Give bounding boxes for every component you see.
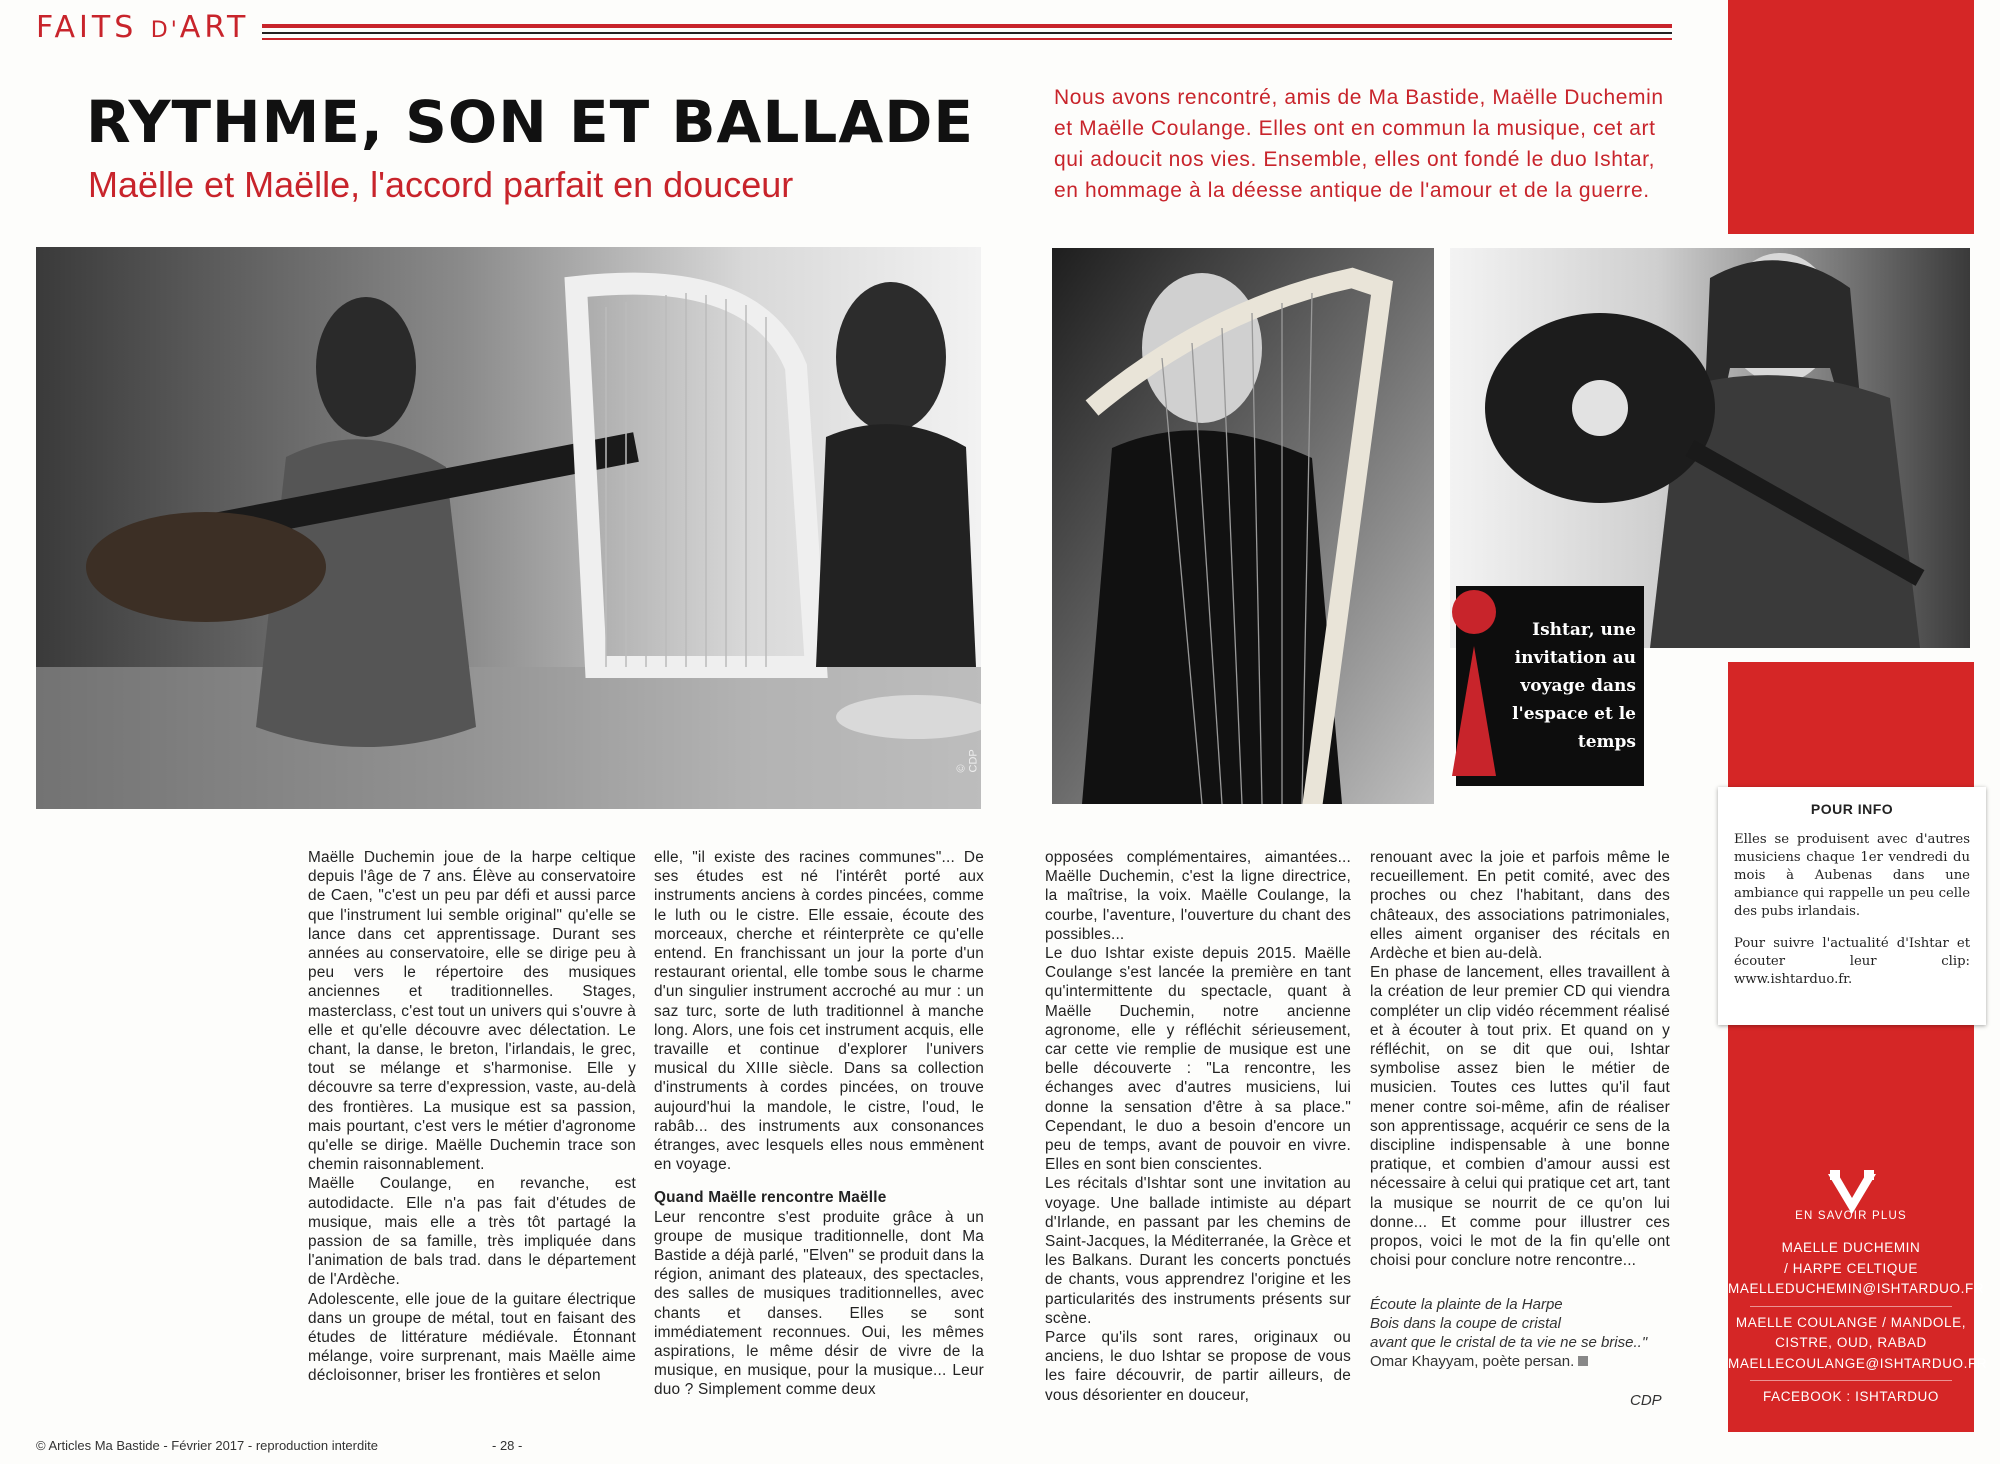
callout-box — [1456, 586, 1644, 786]
paragraph: opposées complémentaires, aimantées... Maëlle Duchemin, c'est la ligne directrice, la maîtrise, la voix. Maëlle Coulange, la courbe, l'aventure, l'ouverture du chant des possibles... — [1045, 849, 1351, 943]
divider — [1750, 1380, 1952, 1381]
section-rubric — [36, 10, 249, 45]
callout-text: Ishtar, une invitation au voyage dans l'espace et le temps — [1512, 620, 1636, 752]
paragraph: renouant avec la joie et parfois même le recueillement. En petit comité, avec des proches ou chez l'habitant, dans des châteaux, des associations patrimoniales, elles aiment organiser des récitals en Ardèche et bien au-delà. — [1370, 849, 1670, 963]
quote-author-text: Omar Khayyam, poète persan. — [1370, 1353, 1575, 1370]
article-column-3 — [1045, 848, 1351, 1405]
photo-harpist — [1052, 248, 1434, 804]
info-icon — [1446, 586, 1502, 786]
quote-line: avant que le cristal de ta vie ne se brise.." — [1370, 1334, 1648, 1351]
footer-copyright: © Articles Ma Bastide - Février 2017 - reproduction interdite — [36, 1438, 378, 1453]
contact-email-link[interactable]: MAELLEDUCHEMIN@ISHTARDUO.FR — [1728, 1281, 1985, 1296]
end-mark-icon — [1578, 1356, 1588, 1366]
article-title: RYTHME, SON ET BALLADE — [86, 88, 975, 156]
pour-info-text: Elles se produisent avec d'autres musiciens chaque 1er vendredi du mois à Aubenas dans une ambiance qui rappelle un peu celle des pubs irlandais. — [1734, 832, 1970, 919]
article-intro: Nous avons rencontré, amis de Ma Bastide, Maëlle Duchemin et Maëlle Coulange. Elles ont en commun la musique, cet art qui adoucit nos vies. Ensemble, elles ont fondé le duo Ishtar, en hommage à la déesse antique de l'amour et de la guerre. — [1054, 86, 1664, 202]
pour-info-link-text[interactable]: Pour suivre l'actualité d'Ishtar et écouter leur clip: www.ishtarduo.fr. — [1734, 936, 1970, 987]
paragraph: Parce qu'ils sont rares, originaux ou anciens, le duo Ishtar se propose de vous les faire découvrir, de partir ailleurs, de vous désorienter en douceur, — [1045, 1329, 1351, 1404]
photo-duo-graphic — [36, 247, 981, 809]
article-signature: CDP — [1630, 1392, 1662, 1409]
article-column-2 — [654, 848, 984, 1400]
photo-duo-harp-mandole — [36, 247, 981, 809]
photo-harpist-graphic — [1052, 248, 1434, 804]
pour-info-box — [1718, 787, 1986, 1025]
rubric-main: FAITS — [36, 10, 138, 45]
paragraph: Les récitals d'Ishtar sont une invitation au voyage. Une ballade intimiste au départ d'Irlande, en passant par les chemins de Saint-Jacques, la Méditerranée, la Grèce et les Balkans. Durant les concerts ponctués de chants, vous apprendrez l'origine et les particularités des instruments présents sur scène. — [1045, 1175, 1351, 1327]
quote-line: Écoute la plainte de la Harpe — [1370, 1296, 1563, 1313]
sidebar-label: EN SAVOIR PLUS — [1795, 1210, 1907, 1222]
quote-line: Bois dans la coupe de cristal — [1370, 1315, 1561, 1332]
section-heading: Quand Maëlle rencontre Maëlle — [654, 1189, 887, 1207]
paragraph: Adolescente, elle joue de la guitare électrique dans un groupe de métal, tout en faisant des études de littérature médiévale. Étonnant mélange, voire surprenant, mais Maëlle aime décloisonner, briser les frontières et selon — [308, 1290, 636, 1385]
quote-author — [1370, 1352, 1670, 1371]
header-rule-red — [262, 24, 1672, 28]
rubric-small: D' — [150, 18, 180, 43]
divider — [1750, 1306, 1952, 1307]
photo-credit: © CDP — [955, 749, 980, 773]
contact-role: CISTRE, OUD, RABAD — [1775, 1335, 1927, 1350]
contact-role: / HARPE CELTIQUE — [1784, 1260, 1918, 1276]
header-rule-red-thin — [262, 38, 1672, 40]
contact-name: MAELLE COULANGE / MANDOLE, — [1735, 1314, 1967, 1330]
article-column-4 — [1370, 848, 1670, 1270]
facebook-link[interactable]: FACEBOOK : ISHTARDUO — [1762, 1389, 1940, 1404]
closing-quote — [1370, 1295, 1670, 1371]
article-subtitle: Maëlle et Maëlle, l'accord parfait en douceur — [88, 164, 794, 205]
contact-name: MAELLE DUCHEMIN — [1781, 1240, 1921, 1255]
header-rule-dark — [262, 32, 1672, 34]
red-corner-block — [1728, 0, 1974, 234]
paragraph: Le duo Ishtar existe depuis 2015. Maëlle Coulange s'est lancée la première en tant qu'intermittente du spectacle, quant à Maëlle Duchemin, notre ancienne agronome, elle y réfléchit sérieusement, car cette vie remplie de musique est une belle découverte : "La rencontre, les échanges avec d'autres musiciens, lui donne la sensation d'être à sa place." Cependant, le duo a besoin d'encore un peu de temps, avant de pouvoir en vivre. Elles en sont bien conscientes. — [1045, 945, 1351, 1174]
page-number: - 28 - — [492, 1438, 523, 1453]
paragraph: Leur rencontre s'est produite grâce à un groupe de musique traditionnelle, dont Ma Bastide a déjà parlé, "Elven" se produit dans la région, animant des plateaux, des spectacles, des salles de musiques traditionnelles, avec chants et danses. Elles se sont immédiatement reconnues. Oui, les mêmes aspirations, le même désir de vivre de la musique, en musique, pour la musique... Leur duo ? Simplement comme deux — [654, 1208, 984, 1399]
contact-links — [1728, 1238, 1988, 1408]
paragraph: elle, "il existe des racines communes"... De ses études est né l'intérêt porté aux instruments anciens à cordes pincées, comme le luth ou le cistre. Elle essaie, écoute des morceaux, cherche et réinterprète ce qu'elle entend. En franchissant un jour la porte d'un restaurant oriental, elle tombe sous le charme d'un singulier instrument accroché au mur : un saz turc, sorte de luth traditionnel à manche long. Alors, une fois cet instrument acquis, elle travaille et continue d'explorer l'univers musical du XIIIe siècle. Dans sa collection d'instruments à cordes pincées, on trouve aujourd'hui la mandole, le cistre, l'oud, le rabâb... des instruments aux consonances étranges, avec lesquels elles nous emmènent en voyage. — [654, 849, 984, 1174]
paragraph: Maëlle Duchemin joue de la harpe celtique depuis l'âge de 7 ans. Élève au conservatoire de Caen, "c'est un peu par défi et aussi parce que l'instrument lui semble original" qu'elle se lance dans cet apprentissage. Durant ses années au conservatoire, elle se dirige peu à peu vers le répertoire des musiques anciennes et traditionnelles. Stages, masterclass, c'est tout un univers qui s'ouvre à elle et qu'elle découvre avec délectation. Le chant, la danse, le breton, l'irlandais, le grec, tout se mélange et s'harmonise. Elle y découvre sa terre d'expression, vaste, au-delà des frontières. La musique est sa passion, mais pourtant, c'est vers le métier d'agronome qu'elle se dirige. Maëlle Duchemin trace son chemin raisonnablement. — [308, 849, 636, 1174]
contact-email-link[interactable]: MAELLECOULANGE@ISHTARDUO.FR — [1728, 1355, 1988, 1371]
paragraph: En phase de lancement, elles travaillent à la création de leur premier CD qui viendra compléter un clip vidéo récemment réalisé et à écouter à tout prix. Et quand on y réfléchit, on se dit que oui, Ishtar symbolise assez bien le métier de musicien. Toutes ces luttes qu'il faut mener contre soi-même, afin de réaliser son apprentissage, acquérir ce sens de la discipline indispensable à une bonne pratique, et combien d'amour aussi est nécessaire à celui qui pratique cet art, tant la musique se nourrit de ce qu'on lui donne... Et comme pour illustrer ces propos, voici le mot de la fin qu'elle ont choisi pour conclure notre rencontre... — [1370, 964, 1670, 1270]
article-column-1 — [308, 848, 636, 1386]
paragraph: Maëlle Coulange, en revanche, est autodidacte. Elle n'a pas fait d'études de musique, mais elle a très tôt partagé la passion de sa famille, très impliquée dans l'animation de bals trad. dans le département de l'Ardèche. — [308, 1175, 636, 1289]
rubric-end: ART — [179, 10, 250, 45]
pour-info-heading: POUR INFO — [1810, 801, 1894, 817]
